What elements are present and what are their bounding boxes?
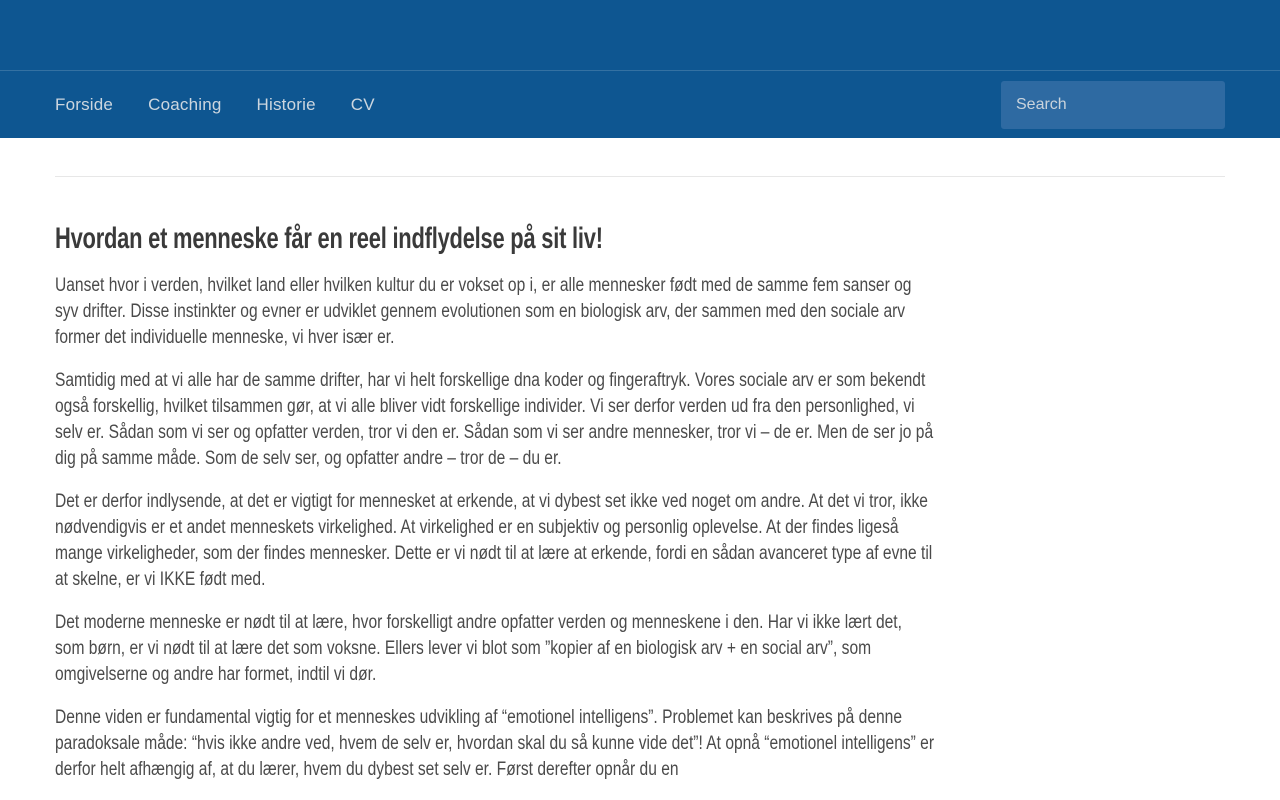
article-body [55, 273, 935, 783]
nav-menu [55, 95, 410, 115]
nav-item-forside[interactable]: Forside [55, 94, 114, 114]
article-paragraph-2: Samtidig med at vi alle har de samme drifter, har vi helt forskellige dna koder og fingeraftryk. Vores sociale arv er som bekendt også forskellig, hvilket tilsammen gør, at vi alle bliver vidt forskellige individer. Vi ser derfor verden ud fra den personlighed, vi selv er. Sådan som vi ser og opfatter verden, tror vi den er. Sådan som vi ser andre mennesker, tror vi – de er. Men de ser jo på dig på samme måde. Som de selv ser, og opfatter andre – tror de – du er. [55, 370, 934, 469]
article [55, 221, 1225, 783]
article-paragraph-3: Det er derfor indlysende, at det er vigtigt for mennesket at erkende, at vi dybest set ikke ved noget om andre. At det vi tror, ikke nødvendigvis er et andet menneskets virkelighed. At virkelighed er en subjektiv og personlig oplevelse. At der findes ligeså mange virkeligheder, som der findes mennesker. Dette er vi nødt til at lære at erkende, fordi en sådan avanceret type af evne til at skelne, er vi IKKE født med. [55, 491, 933, 590]
search-input[interactable] [1001, 81, 1223, 129]
site-header [0, 0, 1280, 70]
article-paragraph-5: Denne viden er fundamental vigtig for et menneskes udvikling af “emotionel intelligens”. Problemet kan beskrives på denne paradoksale måde: “hvis ikke andre ved, hvem de selv er, hvordan skal du så kunne vide det”! At opnå “emotionel intelligens” er derfor helt afhængig af, at du lærer, hvem du dybest set selv er. Først derefter opnår du en [55, 707, 935, 780]
search-form [1001, 81, 1225, 129]
main-content [0, 176, 1280, 783]
nav-item-historie[interactable]: Historie [256, 94, 316, 114]
search-icon [1223, 93, 1225, 117]
page-title: Hvordan et menneske får en reel indflydelse på sit liv! [55, 222, 603, 255]
article-paragraph-1: Uanset hvor i verden, hvilket land eller hvilken kultur du er vokset op i, er alle mennesker født med de samme fem sanser og syv drifter. Disse instinkter og evner er udviklet gennem evolutionen som en biologisk arv, der sammen med den sociale arv former det individuelle menneske, vi hver især er. [55, 275, 912, 348]
nav-item-cv[interactable]: CV [350, 94, 375, 114]
search-button[interactable] [1223, 81, 1225, 129]
article-paragraph-4: Det moderne menneske er nødt til at lære, hvor forskelligt andre opfatter verden og menneskene i den. Har vi ikke lært det, som børn, er vi nødt til at lære det som voksne. Ellers lever vi blot som ”kopier af en biologisk arv + en social arv”, som omgivelserne og andre har formet, indtil vi dør. [55, 612, 902, 685]
main-nav [0, 70, 1280, 138]
content-divider [55, 176, 1225, 177]
nav-item-coaching[interactable]: Coaching [148, 94, 222, 114]
